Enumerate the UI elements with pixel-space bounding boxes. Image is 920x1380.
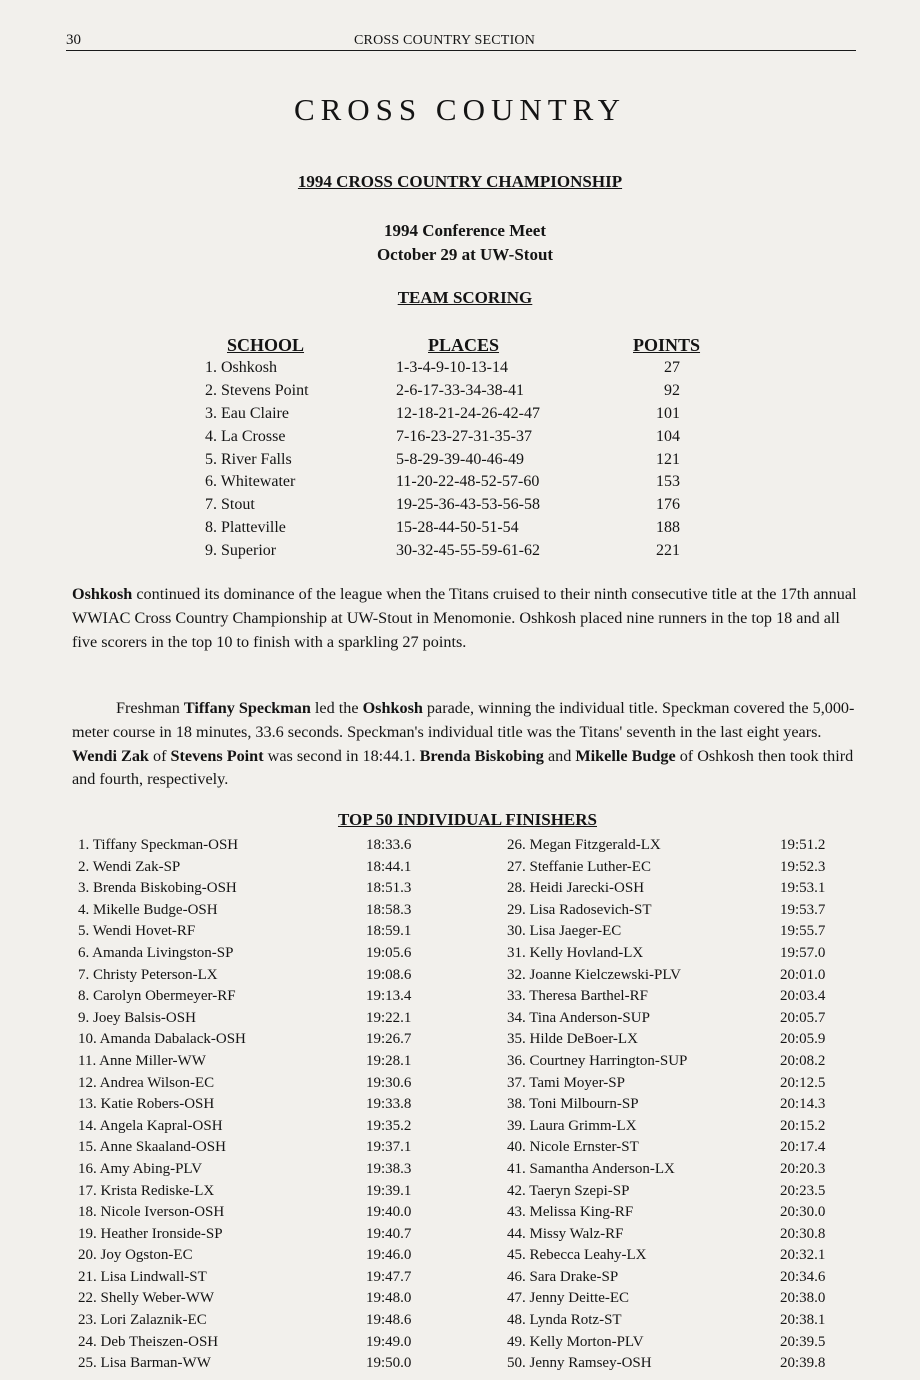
finisher-name: 37. Tami Moyer-SP (507, 1074, 625, 1091)
points-cell: 153 (656, 473, 680, 491)
finisher-row (78, 1224, 478, 1246)
finisher-name: 10. Amanda Dabalack-OSH (78, 1031, 246, 1048)
finisher-row (78, 965, 478, 987)
school-cell: 9. Superior (205, 542, 277, 560)
finisher-name: 8. Carolyn Obermeyer-RF (78, 988, 236, 1005)
finisher-name: 4. Mikelle Budge-OSH (78, 901, 218, 918)
finisher-time: 20:05.7 (780, 1009, 826, 1026)
team-row (205, 449, 705, 472)
finisher-name: 5. Wendi Hovet-RF (78, 923, 196, 940)
finisher-row (78, 835, 478, 857)
page-number: 30 (66, 32, 81, 48)
finisher-row (507, 1008, 907, 1030)
finisher-time: 19:57.0 (780, 944, 826, 961)
finisher-row (507, 857, 907, 879)
finisher-row (78, 1288, 478, 1310)
finisher-time: 19:47.7 (366, 1268, 412, 1285)
bold-team: Stevens Point (170, 746, 264, 765)
finisher-name: 3. Brenda Biskobing-OSH (78, 880, 237, 897)
team-row (205, 540, 705, 563)
finisher-name: 20. Joy Ogston-EC (78, 1247, 193, 1264)
finisher-name: 29. Lisa Radosevich-ST (507, 901, 652, 918)
finisher-time: 20:30.0 (780, 1204, 826, 1221)
finisher-time: 19:48.6 (366, 1312, 412, 1329)
finisher-name: 24. Deb Theiszen-OSH (78, 1333, 219, 1350)
finisher-time: 20:39.5 (780, 1333, 826, 1350)
finisher-time: 20:12.5 (780, 1074, 826, 1091)
finisher-row (78, 1008, 478, 1030)
finisher-time: 19:35.2 (366, 1117, 412, 1134)
finisher-name: 6. Amanda Livingston-SP (78, 944, 234, 961)
finisher-row (507, 1332, 907, 1354)
places-cell: 12-18-21-24-26-42-47 (396, 404, 540, 422)
places-cell: 30-32-45-55-59-61-62 (396, 542, 540, 560)
finisher-row (78, 1159, 478, 1181)
finisher-name: 40. Nicole Ernster-ST (507, 1139, 639, 1156)
finisher-time: 20:38.0 (780, 1290, 826, 1307)
finisher-row (78, 1202, 478, 1224)
finisher-name: 38. Toni Milbourn-SP (507, 1096, 639, 1113)
finisher-time: 20:32.1 (780, 1247, 826, 1264)
meet-name: 1994 Conference Meet (383, 221, 547, 240)
points-cell: 221 (656, 542, 680, 560)
finisher-name: 26. Megan Fitzgerald-LX (507, 837, 661, 853)
finisher-time: 19:48.0 (366, 1290, 412, 1307)
finisher-name: 44. Missy Walz-RF (507, 1225, 624, 1242)
finisher-row (78, 1267, 478, 1289)
places-cell: 7-16-23-27-31-35-37 (396, 427, 532, 445)
finisher-row (78, 1245, 478, 1267)
school-cell: 5. River Falls (205, 450, 292, 468)
championship-title: 1994 CROSS COUNTRY CHAMPIONSHIP (297, 172, 623, 191)
top50-title: TOP 50 INDIVIDUAL FINISHERS (337, 810, 597, 829)
finisher-row (507, 878, 907, 900)
places-cell: 11-20-22-48-52-57-60 (396, 473, 540, 491)
finisher-name: 23. Lori Zalaznik-EC (78, 1312, 207, 1329)
finisher-row (78, 878, 478, 900)
finisher-name: 45. Rebecca Leahy-LX (507, 1247, 647, 1264)
finisher-time: 19:49.0 (366, 1333, 412, 1350)
places-cell: 2-6-17-33-34-38-41 (396, 381, 524, 399)
finisher-row (507, 921, 907, 943)
school-cell: 2. Stevens Point (205, 381, 309, 399)
finisher-time: 19:39.1 (366, 1182, 412, 1199)
finisher-time: 19:46.0 (366, 1247, 412, 1264)
finisher-name: 14. Angela Kapral-OSH (78, 1117, 223, 1134)
finisher-row (78, 1353, 478, 1375)
finisher-name: 32. Joanne Kielczewski-PLV (507, 966, 681, 983)
finisher-time: 20:14.3 (780, 1096, 826, 1113)
finisher-row (507, 1288, 907, 1310)
finisher-time: 20:23.5 (780, 1182, 826, 1199)
para-text: was second in 18:44.1. (263, 746, 420, 765)
finisher-time: 19:53.7 (780, 901, 826, 918)
finisher-row (507, 943, 907, 965)
meet-info (0, 219, 920, 267)
team-row (205, 494, 705, 517)
individual-paragraph (72, 697, 862, 792)
finisher-time: 20:15.2 (780, 1117, 826, 1134)
points-cell: 188 (656, 519, 680, 537)
finisher-row (507, 1029, 907, 1051)
finisher-time: 19:26.7 (366, 1031, 412, 1048)
finisher-row (507, 1181, 907, 1203)
finisher-time: 18:44.1 (366, 858, 412, 875)
para-text: of Oshkosh then took third and fourth, respectively. (72, 746, 854, 789)
finisher-time: 19:28.1 (366, 1052, 412, 1069)
finisher-row (78, 1181, 478, 1203)
finisher-name: 9. Joey Balsis-OSH (78, 1009, 196, 1026)
finisher-name: 30. Lisa Jaeger-EC (507, 923, 622, 940)
team-name-bold: Oshkosh (72, 585, 133, 603)
bold-team: Oshkosh (362, 699, 423, 717)
school-cell: 7. Stout (205, 496, 255, 514)
places-cell: 15-28-44-50-51-54 (396, 519, 519, 537)
bold-name: Wendi Zak (72, 746, 149, 765)
finisher-name: 13. Katie Robers-OSH (78, 1096, 215, 1113)
finisher-time: 19:50.0 (366, 1355, 412, 1372)
bold-name: Brenda Biskobing (419, 746, 544, 765)
finisher-name: 22. Shelly Weber-WW (78, 1290, 215, 1307)
finisher-time: 19:33.8 (366, 1096, 412, 1113)
finisher-name: 2. Wendi Zak-SP (78, 858, 181, 875)
finisher-row (507, 835, 907, 857)
team-row (205, 403, 705, 426)
finisher-time: 19:40.7 (366, 1225, 412, 1242)
finisher-time: 19:08.6 (366, 966, 412, 983)
places-cell: 19-25-36-43-53-56-58 (396, 496, 540, 514)
finisher-name: 18. Nicole Iverson-OSH (78, 1204, 225, 1221)
finisher-name: 17. Krista Rediske-LX (78, 1182, 215, 1199)
school-cell: 8. Platteville (205, 519, 286, 537)
section-title: CROSS COUNTRY SECTION (354, 33, 536, 48)
finisher-time: 18:58.3 (366, 901, 412, 918)
finisher-row (78, 1051, 478, 1073)
finisher-row (78, 900, 478, 922)
finisher-name: 21. Lisa Lindwall-ST (78, 1268, 207, 1285)
finisher-time: 19:22.1 (366, 1009, 412, 1026)
finisher-time: 20:05.9 (780, 1031, 826, 1048)
points-cell: 101 (656, 404, 680, 422)
finisher-row (78, 986, 478, 1008)
school-cell: 4. La Crosse (205, 427, 286, 445)
finisher-name: 1. Tiffany Speckman-OSH (78, 837, 239, 853)
points-header: POINTS (633, 335, 701, 355)
finisher-row (78, 943, 478, 965)
finisher-name: 7. Christy Peterson-LX (78, 966, 218, 983)
finisher-row (78, 1332, 478, 1354)
points-cell: 92 (664, 381, 680, 399)
finisher-row (507, 1051, 907, 1073)
finisher-row (507, 1202, 907, 1224)
finisher-name: 39. Laura Grimm-LX (507, 1117, 637, 1134)
finisher-time: 19:55.7 (780, 923, 826, 940)
page-title: CROSS COUNTRY (293, 92, 627, 127)
finisher-name: 46. Sara Drake-SP (507, 1268, 619, 1285)
meet-date-location: October 29 at UW-Stout (376, 245, 554, 264)
finisher-name: 50. Jenny Ramsey-OSH (507, 1355, 652, 1372)
school-header: SCHOOL (227, 335, 305, 355)
finisher-time: 20:20.3 (780, 1160, 826, 1177)
summary-paragraph (72, 583, 862, 654)
finisher-row (78, 1073, 478, 1095)
finisher-name: 35. Hilde DeBoer-LX (507, 1031, 638, 1048)
bold-name: Mikelle Budge (575, 746, 676, 765)
finisher-name: 41. Samantha Anderson-LX (507, 1160, 675, 1177)
finisher-row (507, 1094, 907, 1116)
finisher-name: 11. Anne Miller-WW (78, 1052, 206, 1069)
points-cell: 104 (656, 427, 680, 445)
finisher-row (507, 1310, 907, 1332)
finisher-time: 19:37.1 (366, 1139, 412, 1156)
finisher-row (78, 1137, 478, 1159)
finisher-name: 34. Tina Anderson-SUP (507, 1009, 650, 1026)
finisher-time: 19:51.2 (780, 837, 826, 853)
finisher-time: 20:30.8 (780, 1225, 826, 1242)
finisher-time: 19:40.0 (366, 1204, 412, 1221)
finisher-row (78, 1029, 478, 1051)
finisher-name: 12. Andrea Wilson-EC (78, 1074, 215, 1091)
finisher-time: 20:34.6 (780, 1268, 826, 1285)
places-header: PLACES (428, 335, 500, 355)
finisher-row (78, 857, 478, 879)
finisher-row (78, 921, 478, 943)
finisher-row (507, 900, 907, 922)
finisher-row (507, 1159, 907, 1181)
finisher-row (507, 1267, 907, 1289)
team-row (205, 426, 705, 449)
finisher-row (507, 1073, 907, 1095)
finisher-time: 19:30.6 (366, 1074, 412, 1091)
finisher-name: 42. Taeryn Szepi-SP (507, 1182, 630, 1199)
finisher-time: 20:08.2 (780, 1052, 826, 1069)
running-header (66, 32, 856, 51)
finisher-name: 28. Heidi Jarecki-OSH (507, 880, 645, 897)
finisher-name: 49. Kelly Morton-PLV (507, 1333, 644, 1350)
places-cell: 5-8-29-39-40-46-49 (396, 450, 524, 468)
finisher-row (507, 1116, 907, 1138)
finishers-right-column (507, 835, 907, 1375)
points-cell: 121 (656, 450, 680, 468)
finisher-name: 27. Steffanie Luther-EC (507, 858, 651, 875)
finisher-time: 20:39.8 (780, 1355, 826, 1372)
finisher-time: 20:17.4 (780, 1139, 826, 1156)
points-cell: 27 (664, 359, 680, 376)
para-text: Freshman (116, 699, 184, 717)
finishers-left-column (78, 835, 478, 1375)
finisher-name: 15. Anne Skaaland-OSH (78, 1139, 226, 1156)
bold-name: Tiffany Speckman (183, 699, 311, 717)
summary-text: continued its dominance of the league when the Titans cruised to their ninth consecutive title at the 17th annual WWIAC Cross Country Championship at UW-Stout in Menomonie. Oshkosh placed nine runners in the top 18 and all five scorers in the top 10 to finish with a sparkling 27 points. (72, 585, 857, 651)
finisher-name: 25. Lisa Barman-WW (78, 1355, 211, 1372)
finisher-row (78, 1094, 478, 1116)
places-cell: 1-3-4-9-10-13-14 (396, 359, 508, 376)
finisher-row (507, 1224, 907, 1246)
para-text: led the (310, 699, 363, 717)
finisher-name: 19. Heather Ironside-SP (78, 1225, 223, 1242)
school-cell: 3. Eau Claire (205, 404, 289, 422)
finisher-time: 19:38.3 (366, 1160, 412, 1177)
finisher-time: 19:53.1 (780, 880, 826, 897)
finisher-name: 16. Amy Abing-PLV (78, 1160, 203, 1177)
finisher-name: 48. Lynda Rotz-ST (507, 1312, 622, 1329)
finisher-time: 19:13.4 (366, 988, 412, 1005)
team-row (205, 517, 705, 540)
team-row (205, 357, 705, 380)
finisher-name: 47. Jenny Deitte-EC (507, 1290, 630, 1307)
finisher-time: 18:33.6 (366, 837, 412, 853)
finisher-name: 43. Melissa King-RF (507, 1204, 634, 1221)
finisher-row (78, 1310, 478, 1332)
para-text: parade, winning the individual title. Speckman covered the 5,000-meter course in 18 minutes, 33.6 seconds. Speckman's individual title was the Titans' seventh in the last eight years. (72, 699, 855, 741)
finisher-row (507, 1353, 907, 1375)
finisher-time: 18:51.3 (366, 880, 412, 897)
team-scoring-title: TEAM SCORING (397, 288, 533, 307)
finisher-time: 20:01.0 (780, 966, 826, 983)
finisher-time: 20:38.1 (780, 1312, 826, 1329)
team-row (205, 471, 705, 494)
finisher-time: 18:59.1 (366, 923, 412, 940)
para-text: and (543, 746, 576, 765)
finisher-time: 20:03.4 (780, 988, 826, 1005)
school-cell: 1. Oshkosh (205, 359, 278, 376)
finisher-row (507, 1137, 907, 1159)
finisher-row (507, 986, 907, 1008)
finisher-name: 31. Kelly Hovland-LX (507, 944, 644, 961)
para-text: of (148, 746, 171, 765)
finisher-row (507, 1245, 907, 1267)
finisher-time: 19:52.3 (780, 858, 826, 875)
team-scoring-table (205, 357, 705, 563)
finisher-name: 36. Courtney Harrington-SUP (507, 1052, 688, 1069)
points-cell: 176 (656, 496, 680, 514)
team-row (205, 380, 705, 403)
finisher-row (78, 1116, 478, 1138)
school-cell: 6. Whitewater (205, 473, 296, 491)
finisher-name: 33. Theresa Barthel-RF (507, 988, 648, 1005)
finisher-row (507, 965, 907, 987)
finisher-time: 19:05.6 (366, 944, 412, 961)
